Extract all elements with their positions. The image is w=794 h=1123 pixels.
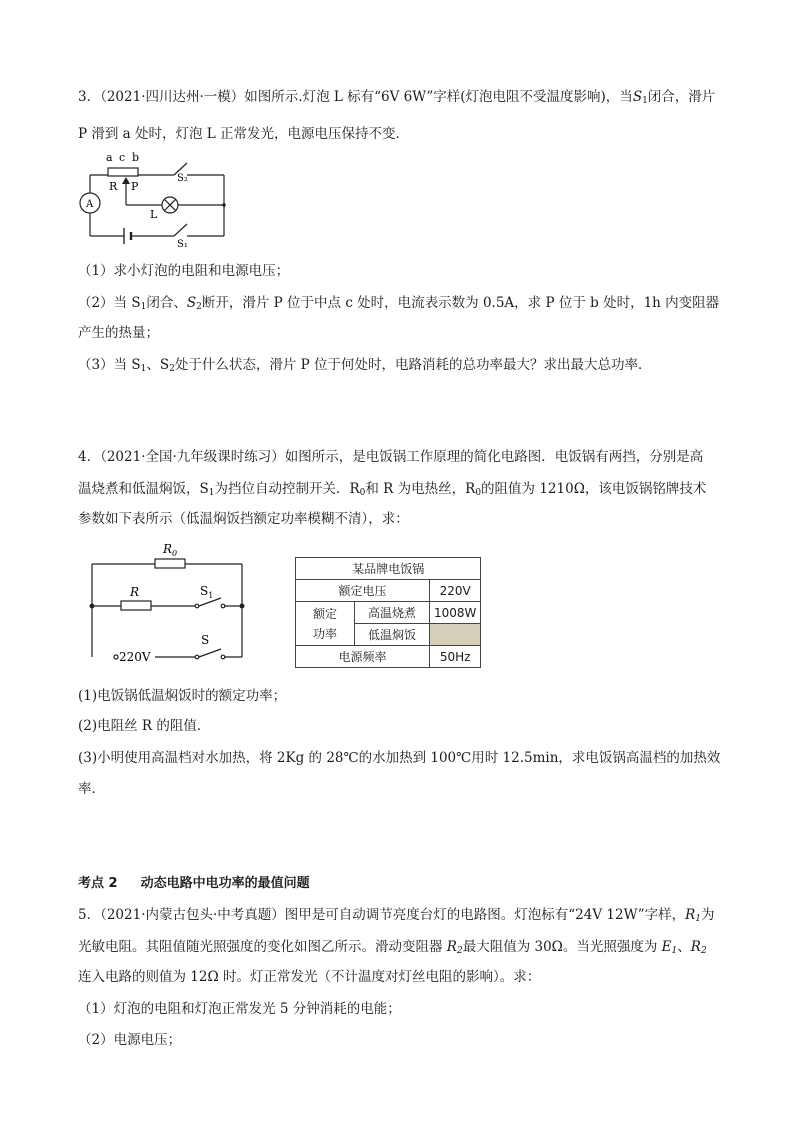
- q3-sub3-c: 处于什么状态，滑片 P 位于何处时，电路消耗的总功率最大？求出最大总功率．: [174, 357, 652, 373]
- switch-s1: [174, 224, 187, 236]
- q4-line2-b: 为挡位自动控制开关．R: [214, 481, 360, 497]
- q5-line3: 连入电路的则值为 12Ω 时。灯正常发光（不计温度对灯丝电阻的影响）。求：: [78, 969, 541, 985]
- q5-r1-sub: 1: [695, 914, 702, 924]
- q3-sub2-a: （2）当 S: [78, 295, 141, 311]
- q4-line2-sub3: 0: [475, 488, 482, 498]
- section-heading: [78, 875, 718, 893]
- q4-line3: 参数如下表所示（低温焖饭挡额定功率模糊不清），求：: [78, 511, 409, 527]
- q5-line2-c: 、: [677, 939, 691, 955]
- q5-line2: [78, 938, 718, 960]
- label-s2: S₂: [177, 173, 188, 184]
- ammeter-label: A: [86, 199, 94, 210]
- q4-line2-a: 温烧煮和低温焖饭，S: [78, 481, 209, 497]
- label-p: P: [131, 180, 139, 193]
- q5-r1: R: [685, 907, 696, 923]
- q4-circuit-diagram: [85, 540, 255, 670]
- q3-sub3: [78, 356, 718, 378]
- label-l: L: [150, 208, 158, 221]
- table-row: [296, 602, 481, 624]
- q5-e1-sub: 1: [671, 946, 678, 956]
- label-s1: S₁: [177, 239, 188, 250]
- label-r: R: [109, 180, 118, 193]
- terminal-left: [114, 655, 118, 659]
- q5-sub2: （2）电源电压；: [78, 1032, 182, 1048]
- label-r: R: [130, 585, 140, 599]
- rated-power-label: 额定 功率: [296, 602, 355, 646]
- q3-sub3-b-sub: 2: [169, 364, 175, 374]
- section-title: 动态电路中电功率的最值问题: [140, 876, 310, 891]
- table-title: 某品牌电饭锅: [296, 558, 481, 580]
- q4-sub1: (1)电饭锅低温焖饭时的额定功率；: [78, 688, 287, 704]
- q5-e1: E: [661, 939, 672, 955]
- q4-line2-c: 和 R 为电热丝，R: [365, 481, 476, 497]
- q3-sub3-a-sub: 1: [140, 364, 147, 374]
- q3-s1-symbol: S: [632, 89, 643, 105]
- q3-sub1: （1）求小灯泡的电阻和电源电压；: [78, 263, 290, 279]
- frequency-label: 电源频率: [296, 646, 430, 668]
- label-s1: $S_1$: [200, 584, 214, 600]
- q3-circuit-diagram: [74, 148, 244, 250]
- frequency-value: 50Hz: [430, 646, 481, 668]
- spec-table: [295, 557, 481, 668]
- section-label: 考点 2: [78, 876, 118, 891]
- label-a: a: [106, 151, 113, 164]
- resistor-r0: [155, 559, 185, 568]
- q4-sub3-line2: 率．: [78, 781, 105, 797]
- label-s: S: [201, 633, 210, 647]
- q3-sub2: [78, 294, 718, 316]
- resistor-r: [121, 601, 151, 610]
- q4-line2-sub1: 1: [208, 488, 215, 498]
- q5-r2: R: [446, 939, 457, 955]
- q4-sub3: (3)小明使用高温档对水加热，将 2Kg 的 28℃的水加热到 100℃用时 12.5min，求电饭锅高温档的加热效: [78, 750, 721, 766]
- q3-s1-subscript: 1: [642, 96, 648, 106]
- q5-sub1: （1）灯泡的电阻和灯泡正常发光 5 分钟消耗的电能；: [78, 1001, 401, 1017]
- q4-line2-d: 的阻值为 1210Ω，该电饭锅铭牌技术: [481, 481, 707, 497]
- table-row: [296, 646, 481, 668]
- label-b: b: [132, 151, 140, 164]
- q3-sub2-s-sub: 2: [196, 302, 202, 312]
- label-r0: $R_0$: [163, 542, 178, 558]
- q3-sub2-c: 断开，滑片 P 位于中点 c 处时，电流表示数为 0.5A，求 P 位于 b 处时，1h 内变阻器: [201, 295, 720, 311]
- q4-line2-sub2: 0: [359, 488, 366, 498]
- q5-r2-sub: 2: [456, 946, 463, 956]
- rheostat-resistor: [108, 168, 138, 176]
- q5-r2b-sub: 2: [700, 946, 707, 956]
- low-temp-label: 低温焖饭: [355, 624, 430, 646]
- q5-line1-b: 为: [701, 907, 715, 923]
- q3-sub3-b: 、S: [146, 357, 170, 373]
- table-row: [296, 558, 481, 580]
- q5-line2-a: 光敏电阻。其阻值随光照强度的变化如图乙所示。滑动变阻器: [78, 939, 447, 955]
- q3-sub3-a: （3）当 S: [78, 357, 141, 373]
- q3-line2: P 滑到 a 处时，灯泡 L 正常发光，电源电压保持不变．: [78, 126, 410, 142]
- q5-line1-a: 5．（2021·内蒙古包头·中考真题）图甲是可自动调节亮度台灯的电路图。灯泡标有“24V 12W”字样，: [78, 907, 686, 923]
- q3-sub2-line2: 产生的热量；: [78, 325, 159, 341]
- q3-sub2-a-sub: 1: [140, 302, 147, 312]
- q3-intro-b: 闭合，滑片: [647, 89, 716, 105]
- q3-sub2-s: S: [186, 295, 197, 311]
- q3-intro: [78, 88, 718, 110]
- high-temp-value: 1008W: [430, 602, 481, 624]
- q3-sub2-b: 闭合、: [146, 295, 187, 311]
- q5-line1: [78, 906, 718, 928]
- label-voltage: 220V: [119, 650, 151, 664]
- q5-line2-b: 最大阻值为 30Ω。当光照强度为: [462, 939, 662, 955]
- rated-voltage-value: 220V: [430, 580, 481, 602]
- table-row: [296, 580, 481, 602]
- q3-intro-a: 3．（2021·四川达州·一模）如图所示.灯泡 L 标有“6V 6W”字样(灯泡电阻不受温度影响)，当: [78, 89, 633, 105]
- q4-line2: [78, 480, 718, 502]
- rated-voltage-label: 额定电压: [296, 580, 430, 602]
- low-temp-value-blurred: [430, 624, 481, 646]
- high-temp-label: 高温烧煮: [355, 602, 430, 624]
- switch-s: [199, 649, 221, 657]
- q5-r2b: R: [690, 939, 701, 955]
- q4-sub2: (2)电阻丝 R 的阻值．: [78, 718, 211, 734]
- q4-line1: 4．（2021·全国·九年级课时练习）如图所示，是电饭锅工作原理的简化电路图．电饭锅有两挡，分别是高: [78, 449, 704, 465]
- label-c: c: [119, 151, 126, 164]
